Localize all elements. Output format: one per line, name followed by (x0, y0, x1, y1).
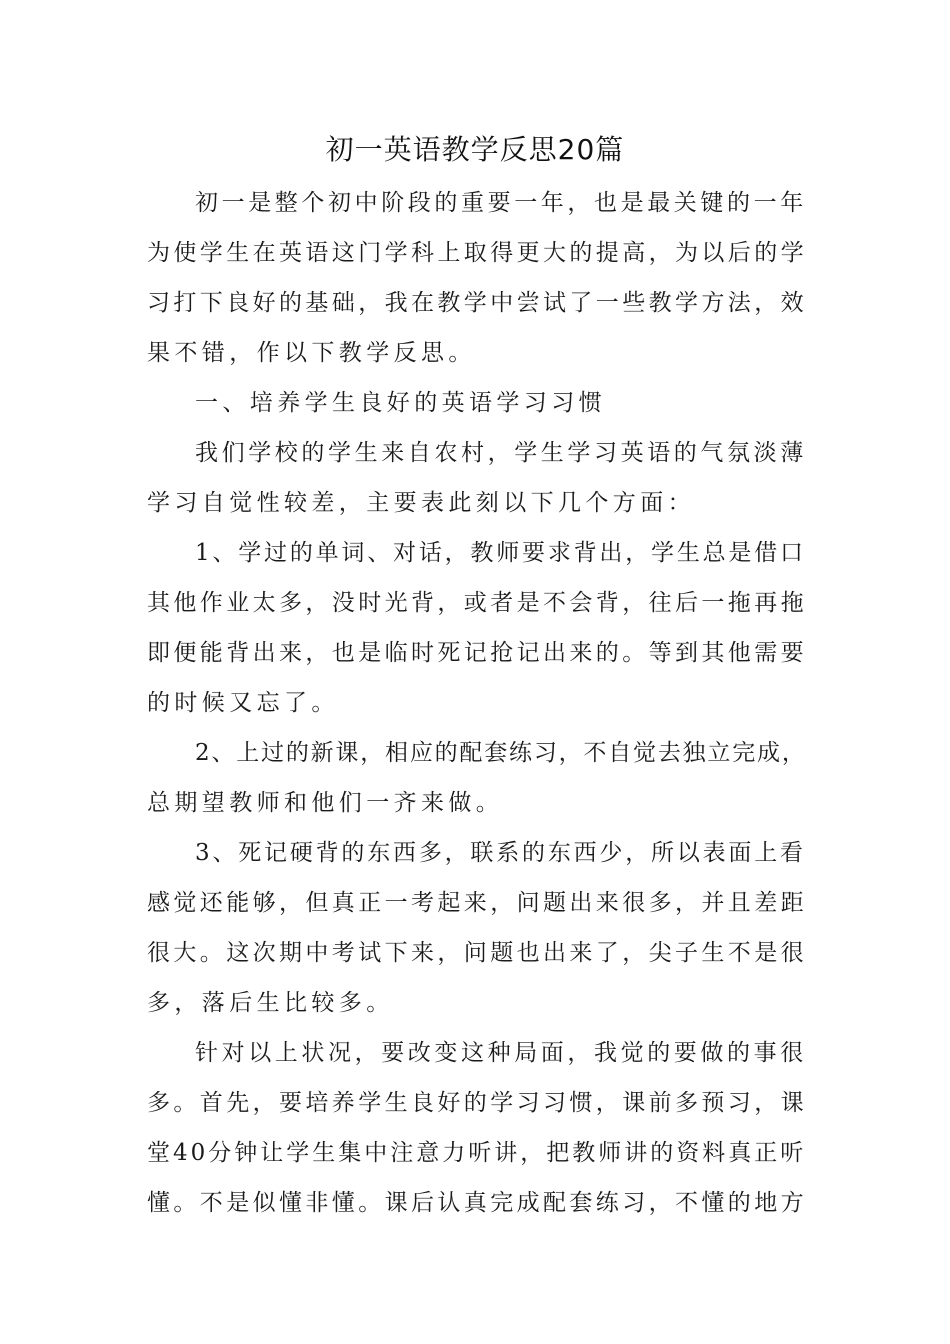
body-line: 为使学生在英语这门学科上取得更大的提高，为以后的学 (147, 240, 807, 266)
body-line: 一、培养学生良好的英语学习习惯 (195, 390, 606, 416)
body-line: 3、死记硬背的东西多，联系的东西少，所以表面上看 (195, 840, 806, 866)
body-line: 的时候又忘了。 (147, 690, 339, 716)
document-title: 初一英语教学反思20篇 (325, 133, 625, 166)
body-line: 1、学过的单词、对话，教师要求背出，学生总是借口 (195, 540, 806, 566)
body-line: 针对以上状况，要改变这种局面，我觉的要做的事很 (195, 1040, 807, 1066)
body-line: 初一是整个初中阶段的重要一年，也是最关键的一年 (195, 190, 807, 216)
body-line: 即便能背出来，也是临时死记抢记出来的。等到其他需要 (147, 640, 807, 666)
body-line: 其他作业太多，没时光背，或者是不会背，往后一拖再拖 (147, 590, 807, 616)
body-line: 我们学校的学生来自农村，学生学习英语的气氛淡薄 (195, 440, 807, 466)
body-line: 果不错，作以下教学反思。 (147, 340, 476, 366)
body-line: 堂40分钟让学生集中注意力听讲，把教师讲的资料真正听 (147, 1140, 807, 1166)
body-line: 总期望教师和他们一齐来做。 (147, 790, 504, 816)
body-line: 学习自觉性较差，主要表此刻以下几个方面： (147, 490, 695, 516)
body-line: 感觉还能够，但真正一考起来，问题出来很多，并且差距 (147, 890, 807, 916)
body-line: 懂。不是似懂非懂。课后认真完成配套练习，不懂的地方 (147, 1190, 807, 1216)
body-line: 多。首先，要培养学生良好的学习习惯，课前多预习，课 (147, 1090, 807, 1116)
body-line: 习打下良好的基础，我在教学中尝试了一些教学方法，效 (147, 290, 807, 316)
body-line: 很大。这次期中考试下来，问题也出来了，尖子生不是很 (147, 940, 807, 966)
body-line: 2、上过的新课，相应的配套练习，不自觉去独立完成， (195, 740, 807, 766)
document-body (147, 178, 807, 1228)
body-line: 多，落后生比较多。 (147, 990, 394, 1016)
